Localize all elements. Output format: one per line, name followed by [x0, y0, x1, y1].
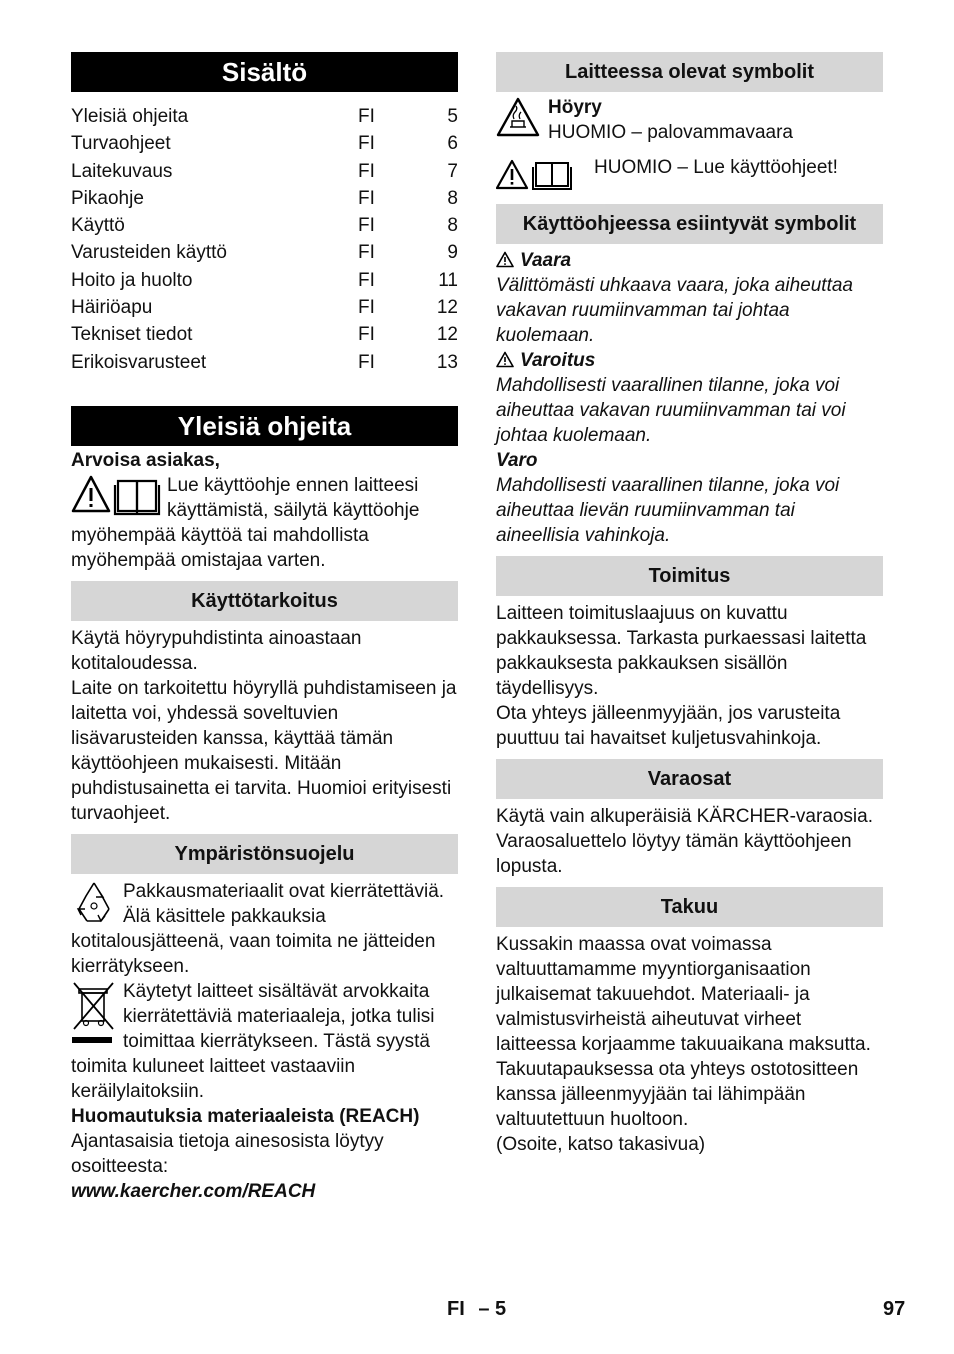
toc-entry-title: Pikaohje	[71, 187, 144, 209]
footer-section-page: – 5	[478, 1298, 507, 1320]
delivery-heading: Toimitus	[496, 556, 883, 596]
right-column	[496, 52, 883, 1157]
weee-text: Käytetyt laitteet sisältävät arvokkaita kierrätettäviä materiaaleja, jotka tulisi toimittaa kierrätykseen. Tästä syystä toimita kuluneet laitteet vastaaviin keräilylaitoksiin.	[71, 980, 435, 1102]
toc-entry-page: 7	[447, 160, 458, 182]
warranty-text: Kussakin maassa ovat voimassa valtuuttamamme myyntiorganisaation julkaisemat takuuehdot. Materiaali- ja valmistusvirheistä aiheutuvat virheet laitteessa korjaamme takuuaikana maksutta. Takuutapauksessa ota yhteys ostotositteen kanssa jälleenmyyjään tai lähimpään valtuutettuun huoltoon.	[496, 934, 871, 1130]
intro-block	[71, 473, 458, 573]
toc-entry-page: 9	[447, 242, 458, 264]
toc-entry[interactable]	[71, 158, 458, 185]
toc-entry[interactable]	[71, 212, 458, 239]
steam-label: Höyry	[548, 97, 602, 118]
device-symbols-heading: Laitteessa olevat symbolit	[496, 52, 883, 92]
toc-entry-page: 5	[447, 106, 458, 127]
toc-entry-language: FI	[358, 324, 375, 346]
spare-parts-text: Käytä vain alkuperäisiä KÄRCHER-varaosia. Varaosaluettelo löytyy tämän käyttöohjeen lopusta.	[496, 806, 873, 877]
toc-entry-title: Yleisiä ohjeita	[71, 106, 189, 127]
recycle-icon	[71, 879, 117, 925]
danger-row	[496, 248, 883, 273]
toc-entry[interactable]	[71, 130, 458, 157]
delivery-text-1: Laitteen toimituslaajuus on kuvattu pakkauksessa. Tarkasta purkaessasi laitetta pakkauksesta pakkauksen sisällön täydellisyys.	[496, 603, 867, 699]
recycle-block	[71, 879, 458, 979]
reach-text: Ajantasaisia tietoja ainesosista löytyy osoitteesta:	[71, 1130, 384, 1177]
purpose-heading: Käyttötarkoitus	[71, 581, 458, 621]
toc-entry-language: FI	[358, 242, 375, 264]
warning-triangle-icon	[496, 351, 514, 368]
steam-text: HUOMIO – palovammavaara	[548, 122, 793, 143]
toc-entry-page: 8	[447, 187, 458, 209]
toc-entry[interactable]	[71, 267, 458, 294]
toc-entry-language: FI	[358, 351, 375, 373]
danger-text: Välittömästi uhkaava vaara, joka aiheuttaa vakavan ruumiinvamman tai johtaa kuolemaan.	[496, 275, 853, 346]
warranty-address-note: (Osoite, katso takasivua)	[496, 1134, 706, 1155]
table-of-contents	[71, 103, 458, 376]
steam-symbol-row	[496, 95, 883, 145]
warning-label: Varoitus	[520, 350, 596, 371]
manual-text: HUOMIO – Lue käyttöohjeet!	[594, 157, 838, 178]
toc-entry-title: Käyttö	[71, 215, 125, 237]
warning-text: Mahdollisesti vaarallinen tilanne, joka voi aiheuttaa vakavan ruumiinvamman tai voi johtaa kuolemaan.	[496, 375, 846, 446]
toc-entry-language: FI	[358, 269, 375, 291]
environment-heading: Ympäristönsuojelu	[71, 834, 458, 874]
toc-entry-title: Häiriöapu	[71, 297, 153, 319]
footer-section	[447, 1297, 506, 1322]
purpose-text-1: Käytä höyrypuhdistinta ainoastaan kotitaloudessa.	[71, 627, 362, 674]
toc-entry[interactable]	[71, 103, 458, 130]
toc-entry[interactable]	[71, 349, 458, 376]
danger-label: Vaara	[520, 250, 572, 271]
reach-heading: Huomautuksia materiaaleista (REACH)	[71, 1105, 420, 1127]
toc-entry-language: FI	[358, 297, 375, 319]
toc-entry-title: Tekniset tiedot	[71, 324, 193, 346]
toc-entry-title: Erikoisvarusteet	[71, 351, 207, 373]
toc-entry-page: 12	[436, 324, 458, 346]
warranty-heading: Takuu	[496, 887, 883, 927]
reach-link[interactable]: www.kaercher.com/REACH	[71, 1180, 316, 1202]
toc-entry-page: 8	[447, 215, 458, 237]
toc-entry-language: FI	[358, 133, 375, 155]
greeting: Arvoisa asiakas,	[71, 449, 220, 471]
toc-entry-language: FI	[358, 215, 375, 237]
intro-text: Lue käyttöohje ennen laitteesi käyttämistä, säilytä käyttöohje myöhempää käyttöä tai mahdollista myöhempää omistajaa varten.	[71, 474, 420, 571]
toc-heading: Sisältö	[71, 52, 458, 92]
warning-manual-icon	[496, 158, 572, 192]
toc-entry[interactable]	[71, 185, 458, 212]
weee-block	[71, 979, 458, 1104]
toc-entry-title: Hoito ja huolto	[71, 269, 193, 291]
warning-triangle-icon	[496, 251, 514, 268]
crossed-bin-icon	[71, 979, 117, 1049]
toc-entry-page: 13	[436, 351, 458, 373]
delivery-text-2: Ota yhteys jälleenmyyjään, jos varusteita puuttuu tai havaitset kuljetusvahinkoja.	[496, 703, 841, 749]
general-heading: Yleisiä ohjeita	[71, 406, 458, 446]
toc-entry-page: 6	[447, 133, 458, 155]
footer-page-number: 97	[883, 1298, 906, 1320]
spare-parts-heading: Varaosat	[496, 759, 883, 799]
toc-entry-language: FI	[358, 106, 375, 127]
toc-entry[interactable]	[71, 239, 458, 266]
toc-entry-language: FI	[358, 187, 375, 209]
toc-entry-title: Laitekuvaus	[71, 160, 173, 182]
toc-entry[interactable]	[71, 321, 458, 348]
caution-text: Mahdollisesti vaarallinen tilanne, joka voi aiheuttaa lievän ruumiinvamman tai aineellisia vahinkoja.	[496, 475, 840, 546]
hot-steam-warning-icon	[496, 95, 540, 139]
manual-symbols-heading: Käyttöohjeessa esiintyvät symbolit	[496, 204, 883, 244]
footer-language: FI	[447, 1298, 465, 1320]
purpose-text-2: Laite on tarkoitettu höyryllä puhdistamiseen ja laitetta voi, yhdessä soveltuvien lisävarusteiden kanssa, käyttää tämän käyttöohjeen mukaisesti. Mitään puhdistusainetta ei tarvita. Huomioi erityisesti turvaohjeet.	[71, 677, 457, 824]
left-column	[71, 52, 458, 1204]
toc-entry-page: 12	[436, 297, 458, 319]
caution-label: Varo	[496, 450, 538, 471]
warning-row	[496, 348, 883, 373]
manual-symbol-row	[496, 155, 883, 192]
recycle-text: Pakkausmateriaalit ovat kierrätettäviä. Älä käsittele pakkauksia kotitalousjätteenä, vaan toimita ne jätteiden kierrätykseen.	[71, 880, 445, 977]
toc-entry-page: 11	[438, 269, 458, 291]
toc-entry-title: Turvaohjeet	[71, 133, 171, 155]
toc-entry-title: Varusteiden käyttö	[71, 242, 227, 264]
toc-entry[interactable]	[71, 294, 458, 321]
warning-manual-icon	[71, 473, 161, 519]
toc-entry-language: FI	[358, 160, 375, 182]
